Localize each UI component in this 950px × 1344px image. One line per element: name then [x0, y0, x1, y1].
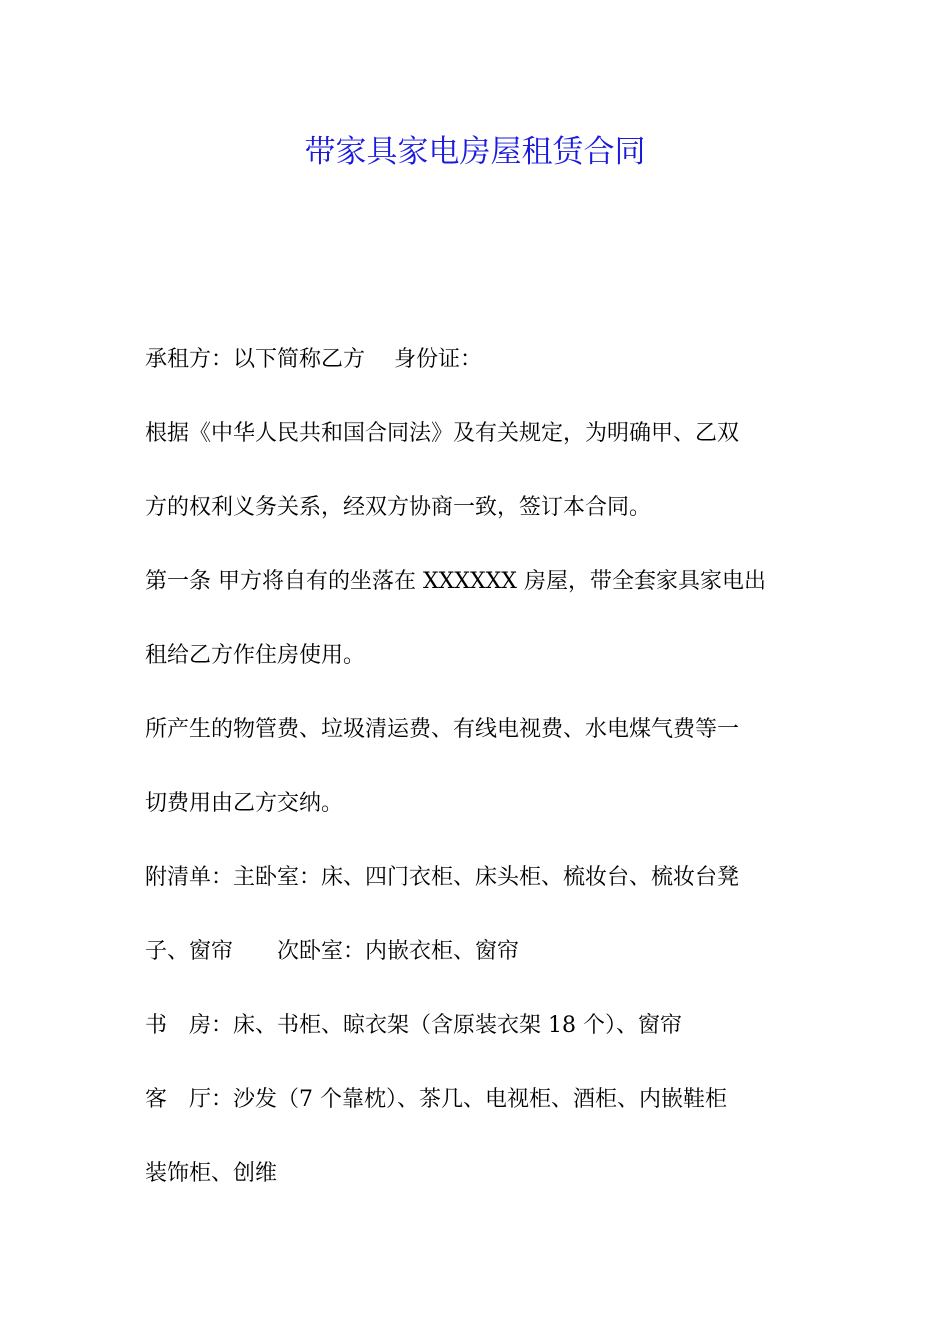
inventory-living-room-line-1: 客 厅：沙发（7 个靠枕）、茶几、电视柜、酒柜、内嵌鞋柜 — [145, 1087, 727, 1112]
paragraph-lessee: 承租方：以下简称乙方 身份证： — [145, 347, 482, 372]
article-one-line-2: 租给乙方作住房使用。 — [145, 643, 366, 668]
inventory-study-room: 书 房：床、书柜、晾衣架（含原装衣架 18 个）、窗帘 — [145, 1013, 682, 1038]
paragraph-legal-basis-line-2: 方的权利义务关系，经双方协商一致，签订本合同。 — [145, 495, 652, 520]
article-one-line-1: 第一条 甲方将自有的坐落在 XXXXXX 房屋，带全套家具家电出 — [145, 569, 766, 594]
document-body — [145, 338, 815, 1226]
document-title: 带家具家电房屋租赁合同 — [304, 134, 646, 170]
inventory-line-1: 附清单：主卧室：床、四门衣柜、床头柜、梳妆台、梳妆台凳 — [145, 865, 740, 890]
fees-line-1: 所产生的物管费、垃圾清运费、有线电视费、水电煤气费等一 — [145, 717, 740, 742]
paragraph-legal-basis-line-1: 根据《中华人民共和国合同法》及有关规定，为明确甲、乙双 — [145, 421, 740, 446]
fees-line-2: 切费用由乙方交纳。 — [145, 791, 344, 816]
inventory-line-2: 子、窗帘 次卧室：内嵌衣柜、窗帘 — [145, 939, 520, 964]
inventory-living-room-line-2: 装饰柜、创维 — [145, 1161, 278, 1186]
